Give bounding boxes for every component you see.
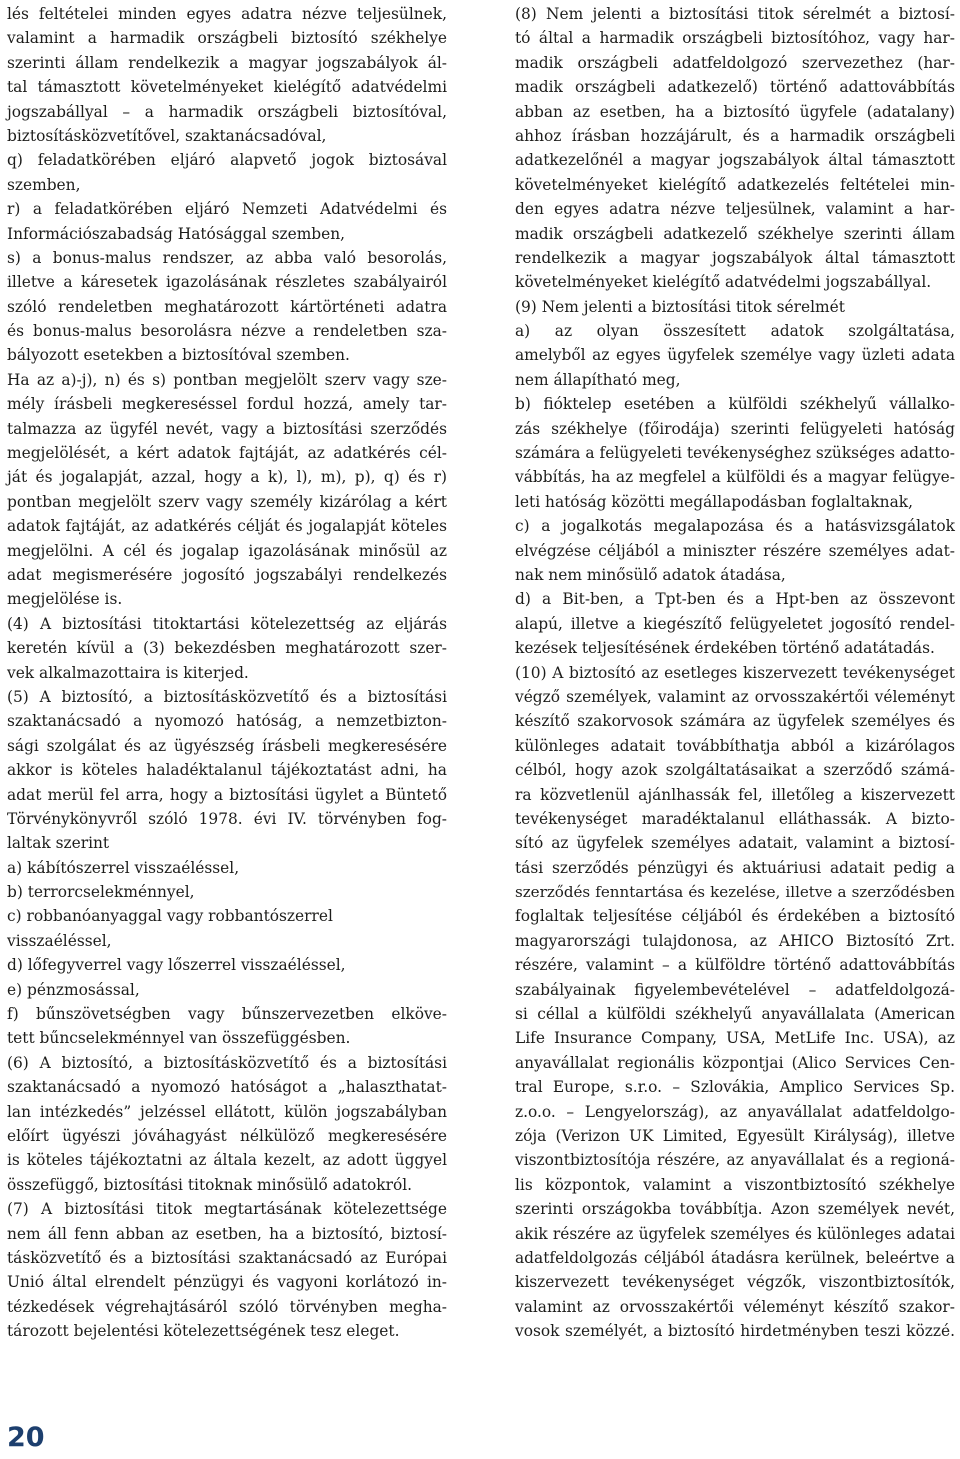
- text-line: tal támasztott követelményeket kielégítő adatvédelmi: [7, 78, 447, 97]
- text-line: a) az olyan összesített adatok szolgáltatása,: [515, 322, 955, 341]
- text-line: madik országbeli adatkezelő) történő adattovábbítás: [515, 78, 955, 97]
- text-line: pontban megjelölt szerv vagy személy kizárólag a kért: [7, 492, 447, 511]
- text-line: szaktanácsadó a nyomozó hatóságot a „halaszthatat-: [7, 1078, 447, 1097]
- text-line: magyarországi tulajdonosa, az AHICO Biztosító Zrt.: [515, 931, 955, 950]
- text-line: követelményeket kielégítő adatvédelmi jogszabállyal.: [515, 273, 932, 292]
- text-line: tásközvetítő és a biztosítási szaktanácsadó az Európai: [7, 1248, 447, 1267]
- text-line: követelményeket kielégítő adatkezelés feltételei min-: [515, 175, 955, 194]
- text-line: tó által a harmadik országbeli biztosítóhoz, vagy har-: [515, 29, 955, 48]
- text-line: keretén kívül a (3) bekezdésben meghatározott szer-: [7, 639, 447, 658]
- text-line: szemben,: [7, 175, 81, 194]
- text-line: és bonus-malus besorolásra nézve a rendeletben sza-: [7, 322, 447, 341]
- text-line: zója (Verizon UK Limited, Egyesült Királyság), illetve: [515, 1126, 955, 1145]
- text-line: laltak szerint: [7, 834, 110, 853]
- text-line: (8) Nem jelenti a biztosítási titok sérelmét a biztosí-: [515, 5, 955, 23]
- text-line: tézkedések végrehajtásáról szóló törvényben megha-: [7, 1297, 447, 1316]
- text-line: (7) A biztosítási titok megtartásának kötelezettsége: [7, 1200, 447, 1219]
- text-line: Ha az a)-j), n) és s) pontban megjelölt szerv vagy sze-: [7, 370, 447, 389]
- text-line: számára a felügyeleti tevékenységhez szükséges adatto-: [515, 444, 955, 463]
- text-line: Törvénykönyvről szóló 1978. évi IV. törvényben fog-: [7, 809, 447, 828]
- text-line: célból, hogy azok szolgáltatásaikat a szerződő számá-: [515, 761, 955, 780]
- text-line: abban az esetben, ha a biztosító ügyfele (adatalany): [515, 102, 955, 121]
- text-line: s) a bonus-malus rendszer, az abba való besorolás,: [7, 248, 447, 267]
- left-column: [7, 2, 447, 1343]
- text-line: adatok fajtáját, az adatkérés célját és jogalapját köteles: [7, 517, 447, 536]
- text-line: szaktanácsadó a nyomozó hatóság, a nemzetbizton-: [7, 712, 447, 731]
- text-line: (9) Nem jelenti a biztosítási titok sérelmét: [515, 297, 845, 316]
- text-line: adatkezelőnél a magyar jogszabályok által támasztott: [515, 151, 955, 170]
- text-line: különleges adatait továbbíthatja abból a kizárólagos: [515, 736, 955, 755]
- text-line: nak nem minősülő adatok átadása,: [515, 565, 786, 584]
- text-line: megjelölése is.: [7, 590, 123, 609]
- text-line: végző személyek, valamint az orvosszakértői véleményt: [515, 687, 955, 706]
- text-line: viszontbiztosítója részére, az anyavállalat és a regioná-: [515, 1151, 955, 1170]
- text-line: a) kábítószerrel visszaéléssel,: [7, 858, 240, 877]
- text-line: előírt ügyészi jóváhagyást nélkülöző megkeresésére: [7, 1126, 447, 1145]
- text-line: Life Insurance Company, USA, MetLife Inc. USA), az: [515, 1029, 955, 1048]
- text-line: vek alkalmazottaira is kiterjed.: [7, 663, 249, 682]
- text-line: b) terrorcselekménnyel,: [7, 883, 195, 902]
- text-line: lan intézkedés” jelzéssel ellátott, külön jogszabályban: [7, 1102, 447, 1121]
- text-line: amelyből az egyes ügyfelek személye vagy üzleti adata: [515, 346, 955, 365]
- text-line: ját és jogalapját, azzal, hogy a k), l), m), p), q) és r): [7, 468, 447, 487]
- text-line: Unió által elrendelt pénzügyi és vagyoni korlátozó in-: [7, 1273, 447, 1292]
- text-line: lis központok, valamint a viszontbiztosító székhelye: [515, 1175, 955, 1194]
- text-line: ra közvetlenül ajánlhassák fel, illetőleg a kiszervezett: [515, 785, 955, 804]
- text-line: vábbítás, ha az megfelel a külföldi és a magyar felügye-: [515, 468, 955, 487]
- text-line: részére, valamint – a külföldre történő adattovábbítás: [515, 956, 955, 975]
- text-line: sító az ügyfelek személyes adatait, valamint a biztosí-: [515, 834, 955, 853]
- text-line: d) lőfegyverrel vagy lőszerrel visszaéléssel,: [7, 956, 346, 975]
- text-line: ahhoz írásban hozzájárult, és a harmadik országbeli: [515, 126, 955, 145]
- text-line: szerződés fenntartása és kezelése, illetve a szerződésben: [515, 883, 955, 902]
- text-line: elvégzése céljából a miniszter részére személyes adat-: [515, 541, 955, 560]
- right-column: [515, 2, 955, 1343]
- text-line: r) a feladatkörében eljáró Nemzeti Adatvédelmi és: [7, 200, 447, 219]
- text-line: (6) A biztosító, a biztosításközvetítő és a biztosítási: [7, 1053, 447, 1072]
- text-line: megjelölni. A cél és jogalap igazolásának minősül az: [7, 541, 447, 560]
- text-line: vosok személyét, a biztosító hirdetményben teszi közzé.: [515, 1322, 955, 1341]
- text-line: talmazza az ügyfél nevét, vagy a biztosítási szerződés: [7, 419, 447, 438]
- text-line: si céllal a külföldi székhelyű anyavállalata (American: [515, 1005, 955, 1024]
- text-line: kezések teljesítésének érdekében történő adatátadás.: [515, 639, 935, 658]
- text-line: szerinti országokba továbbítja. Azon személyek nevét,: [515, 1200, 955, 1219]
- text-line: anyavállalat regionális központjai (Alico Services Cen-: [515, 1053, 955, 1072]
- text-line: f) bűnszövetségben vagy bűnszervezetben elköve-: [7, 1005, 447, 1024]
- text-line: készítő szakorvosok számára az ügyfelek személyes és: [515, 712, 955, 731]
- text-line: jogszabállyal – a harmadik országbeli biztosítóval,: [7, 102, 447, 121]
- text-line: sági szolgálat és az ügyészség írásbeli megkeresésére: [7, 736, 447, 755]
- text-line: madik országbeli adatfeldolgozó szervezethez (har-: [515, 53, 955, 72]
- text-line: mély írásbeli megkereséssel fordul hozzá, amely tar-: [7, 395, 447, 414]
- text-line: összefüggő, biztosítási titoknak minősülő adatokról.: [7, 1175, 413, 1194]
- text-line: den egyes adatra nézve teljesülnek, valamint a har-: [515, 200, 955, 219]
- text-line: foglaltak teljesítése céljából és érdekében a biztosító: [515, 907, 955, 926]
- text-line: szerinti állam rendelkezik a magyar jogszabályok ál-: [7, 53, 447, 72]
- text-line: Információszabadság Hatósággal szemben,: [7, 224, 346, 243]
- text-line: tározott bejelentési kötelezettségének tesz eleget.: [7, 1322, 400, 1341]
- text-line: illetve a káresetek igazolásának részletes szabályairól: [7, 273, 447, 292]
- text-line: (10) A biztosító az esetleges kiszervezett tevékenységet: [515, 663, 955, 682]
- text-line: rendelkezik a magyar jogszabályok által támasztott: [515, 248, 955, 267]
- text-line: zás székhelye (főirodája) szerinti felügyeleti hatóság: [515, 419, 955, 438]
- text-line: (5) A biztosító, a biztosításközvetítő és a biztosítási: [7, 687, 447, 706]
- text-line: (4) A biztosítási titoktartási kötelezettség az eljárás: [7, 614, 447, 633]
- text-line: kiszervezett tevékenységet végzők, viszontbiztosítók,: [515, 1273, 955, 1292]
- text-line: alapú, illetve a kiegészítő felügyeletet jogosító rendel-: [515, 614, 955, 633]
- text-line: akik részére az ügyfelek személyes és különleges adatai: [515, 1224, 955, 1243]
- text-line: biztosításközvetítővel, szaktanácsadóval,: [7, 126, 327, 145]
- text-line: szabályainak figyelembevételével – adatfeldolgozá-: [515, 980, 955, 999]
- text-line: adatfeldolgozás céljából átadásra kerülnek, beleértve a: [515, 1248, 955, 1267]
- page-number: 20: [7, 1422, 45, 1453]
- text-line: is köteles tájékoztatni az általa kezelt, az adott üggyel: [7, 1151, 447, 1170]
- text-line: adat megismerésére jogosító jogszabályi rendelkezés: [7, 565, 447, 584]
- text-line: madik országbeli adatkezelő székhelye szerinti állam: [515, 224, 955, 243]
- text-line: szóló rendeletben meghatározott kártörténeti adatra: [7, 297, 447, 316]
- text-line: q) feladatkörében eljáró alapvető jogok biztosával: [7, 151, 447, 170]
- text-line: nem áll fenn abban az esetben, ha a biztosító, biztosí-: [7, 1224, 447, 1243]
- text-line: akkor is köteles haladéktalanul tájékoztatást adni, ha: [7, 761, 447, 780]
- text-line: tási szerződés pénzügyi és aktuáriusi adatait pedig a: [515, 858, 955, 877]
- text-line: z.o.o. – Lengyelország), az anyavállalat adatfeldolgo-: [515, 1102, 955, 1121]
- text-line: valamint az orvosszakértői véleményt készítő szakor-: [515, 1297, 955, 1316]
- text-line: tevékenységet maradéktalanul elláthassák. A bizto-: [515, 809, 955, 828]
- text-line: e) pénzmosással,: [7, 980, 140, 999]
- text-line: leti hatóság közötti megállapodásban foglaltaknak,: [515, 492, 913, 511]
- text-line: tett bűncselekménnyel van összefüggésben.: [7, 1029, 351, 1048]
- text-line: bályozott esetekben a biztosítóval szemben.: [7, 346, 350, 365]
- text-line: visszaéléssel,: [7, 931, 112, 950]
- text-line: lés feltételei minden egyes adatra nézve teljesülnek,: [7, 5, 447, 23]
- text-line: tral Europe, s.r.o. – Szlovákia, Amplico Services Sp.: [515, 1078, 955, 1097]
- text-line: c) robbanóanyaggal vagy robbantószerrel: [7, 907, 333, 926]
- text-line: nem állapítható meg,: [515, 370, 681, 389]
- text-line: valamint a harmadik országbeli biztosító székhelye: [7, 29, 447, 48]
- text-line: megjelölését, a kért adatok fajtáját, az adatkérés cél-: [7, 444, 447, 463]
- text-line: c) a jogalkotás megalapozása és a hatásvizsgálatok: [515, 517, 955, 536]
- text-line: adat merül fel arra, hogy a biztosítási ügylet a Büntető: [7, 785, 447, 804]
- text-line: d) a Bit-ben, a Tpt-ben és a Hpt-ben az összevont: [515, 590, 955, 609]
- text-line: b) fióktelep esetében a külföldi székhelyű vállalko-: [515, 395, 955, 414]
